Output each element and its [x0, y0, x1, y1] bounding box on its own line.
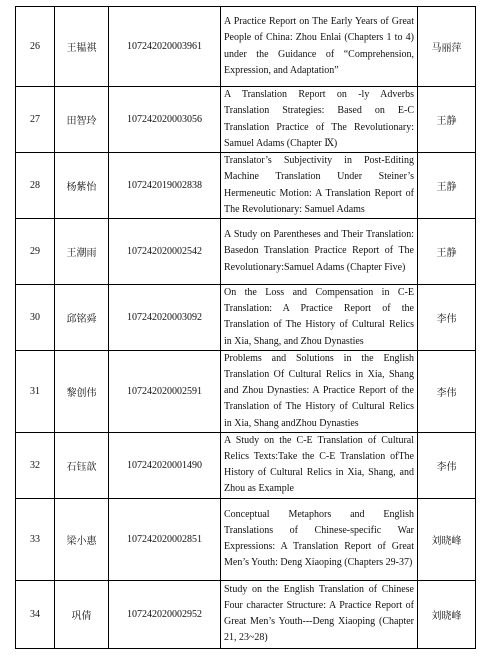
thesis-title: A Practice Report on The Early Years of Great People of China: Zhou Enlai (Chapters 1 to 4) under the Guidance of “Comprehension, Expression, and Adaptation”: [221, 7, 418, 87]
supervisor-name: 王静: [418, 219, 476, 285]
thesis-title: Study on the English Translation of Chinese Four character Structure: A Practice Report of Great Men’s Youth---Deng Xiaoping (Chapter 21, 23~28): [221, 580, 418, 648]
row-number: 29: [16, 219, 55, 285]
thesis-table-body: [16, 7, 476, 649]
thesis-title: On the Loss and Compensation in C-E Translation: A Practice Report of the Translation of The History of Cultural Relics in Xia, Shang, and Zhou Dynasties: [221, 285, 418, 351]
supervisor-name: 李伟: [418, 285, 476, 351]
student-name: 田智玲: [55, 87, 109, 153]
thesis-title: A Study on the C-E Translation of Cultural Relics Texts:Take the C-E Translation ofThe History of Cultural Relics in Xia, Shang, and Zhou as Example: [221, 432, 418, 498]
student-id: 107242020002952: [109, 580, 221, 648]
table-row: [16, 432, 476, 498]
row-number: 31: [16, 350, 55, 432]
student-id: 107242020002851: [109, 498, 221, 580]
student-id: 107242020003092: [109, 285, 221, 351]
row-number: 28: [16, 153, 55, 219]
student-name: 杨紫怡: [55, 153, 109, 219]
thesis-table: [15, 6, 476, 649]
thesis-title: A Translation Report on -ly Adverbs Translation Strategies: Based on E-C Translation Practice of The Revolutionary: Samuel Adams (Chapter Ⅸ): [221, 87, 418, 153]
table-row: [16, 350, 476, 432]
student-id: 107242020002591: [109, 350, 221, 432]
student-name: 王潮雨: [55, 219, 109, 285]
row-number: 34: [16, 580, 55, 648]
student-name: 石钰歆: [55, 432, 109, 498]
row-number: 30: [16, 285, 55, 351]
row-number: 32: [16, 432, 55, 498]
table-row: [16, 498, 476, 580]
student-name: 邱铭舜: [55, 285, 109, 351]
student-id: 107242020003056: [109, 87, 221, 153]
thesis-title: Problems and Solutions in the English Translation Of Cultural Relics in Xia, Shang and Zhou Dynasties: A Practice Report of the Translation of The History of Cultural Relics in Xia, Shang andZhou Dynasties: [221, 350, 418, 432]
student-id: 107242019002838: [109, 153, 221, 219]
supervisor-name: 李伟: [418, 432, 476, 498]
supervisor-name: 王静: [418, 153, 476, 219]
student-name: 梁小惠: [55, 498, 109, 580]
student-id: 107242020001490: [109, 432, 221, 498]
table-row: [16, 285, 476, 351]
table-row: [16, 87, 476, 153]
thesis-title: A Study on Parentheses and Their Translation: Basedon Translation Practice Report of The Revolutionary:Samuel Adams (Chapter Five): [221, 219, 418, 285]
table-row: [16, 153, 476, 219]
supervisor-name: 刘晓峰: [418, 498, 476, 580]
row-number: 26: [16, 7, 55, 87]
student-name: 王韫祺: [55, 7, 109, 87]
student-name: 黎创伟: [55, 350, 109, 432]
table-row: [16, 580, 476, 648]
supervisor-name: 王静: [418, 87, 476, 153]
table-row: [16, 219, 476, 285]
student-id: 107242020003961: [109, 7, 221, 87]
thesis-title: Translator’s Subjectivity in Post-Editing Machine Translation Under Steiner’s Hermeneutic Motion: A Translation Report of The Revolutionary: Samuel Adams: [221, 153, 418, 219]
row-number: 33: [16, 498, 55, 580]
table-row: [16, 7, 476, 87]
supervisor-name: 李伟: [418, 350, 476, 432]
thesis-title: Conceptual Metaphors and English Translations of Chinese-specific War Expressions: A Translation Report of Great Men’s Youth: Deng Xiaoping (Chapters 29-37): [221, 498, 418, 580]
supervisor-name: 刘晓峰: [418, 580, 476, 648]
supervisor-name: 马丽萍: [418, 7, 476, 87]
student-id: 107242020002542: [109, 219, 221, 285]
row-number: 27: [16, 87, 55, 153]
student-name: 巩倩: [55, 580, 109, 648]
